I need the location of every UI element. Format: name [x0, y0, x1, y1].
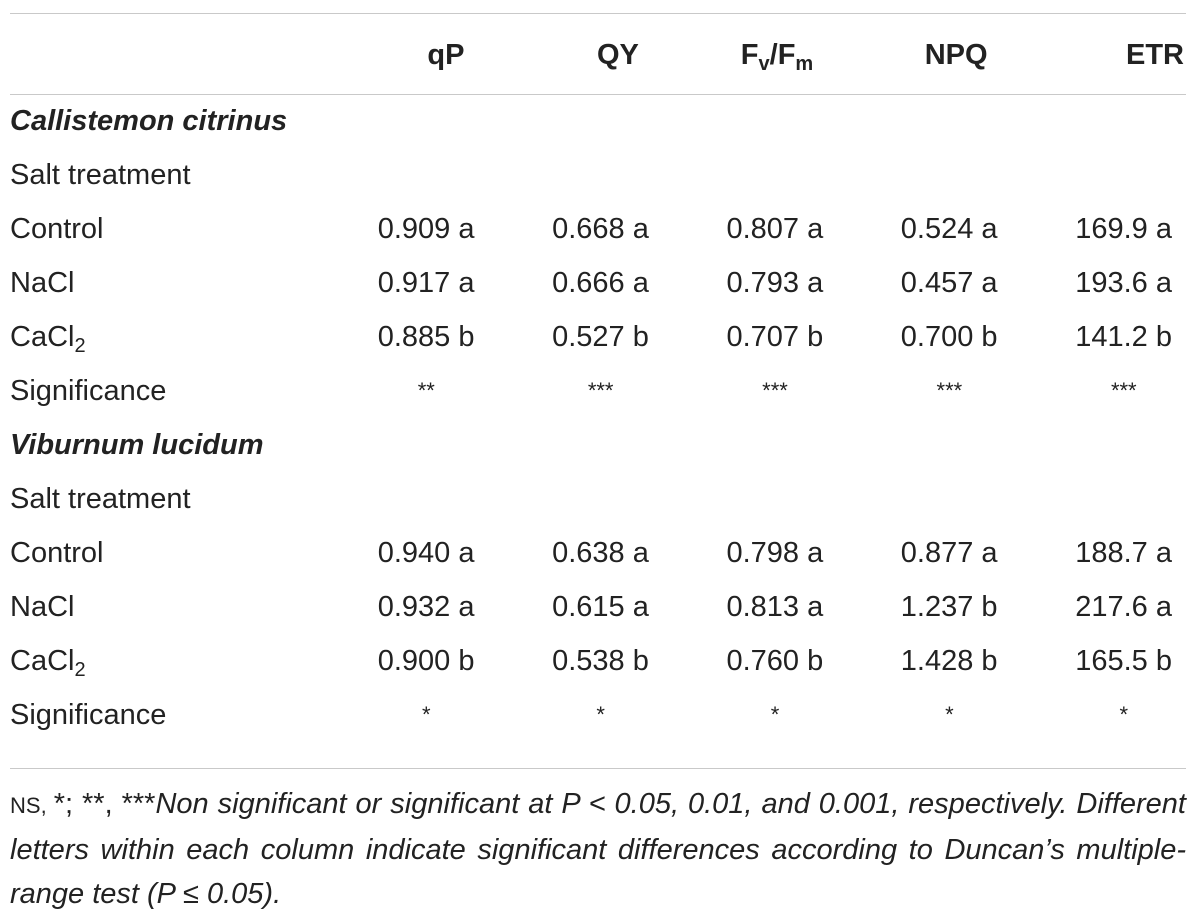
- value-cell: 0.538 b: [552, 644, 649, 677]
- value-cell: 0.707 b: [726, 320, 824, 353]
- footnote-ns: NS: [10, 793, 41, 818]
- value-cell: 188.7 a: [1075, 536, 1172, 569]
- header-row: [10, 16, 1186, 94]
- footnote-marks: *; **, ***: [53, 788, 156, 820]
- table-row: [10, 526, 1186, 580]
- value-cell: 0.457 a: [900, 266, 998, 299]
- header-rule: [10, 94, 1186, 95]
- header-qp: qP: [427, 38, 465, 71]
- value-cell: 0.638 a: [552, 536, 649, 569]
- treatment-name: Control: [10, 536, 104, 569]
- treatment-label: [10, 256, 314, 310]
- data-table: [10, 16, 1186, 742]
- value-cell: 0.700 b: [900, 320, 998, 353]
- significance-cell: **: [417, 378, 435, 403]
- section-label: Salt treatment: [10, 482, 191, 515]
- value-cell: 0.615 a: [552, 590, 649, 623]
- value-cell: 0.527 b: [552, 320, 649, 353]
- value-cell: 0.760 b: [726, 644, 824, 677]
- value-cell: 0.813 a: [726, 590, 824, 623]
- significance-cell: ***: [587, 378, 614, 403]
- bottom-rule: [10, 768, 1186, 769]
- significance-cell: ***: [936, 378, 963, 403]
- significance-cell: *: [1119, 702, 1129, 727]
- value-cell: 0.940 a: [377, 536, 475, 569]
- value-cell: 0.909 a: [377, 212, 475, 245]
- value-cell: 0.807 a: [726, 212, 824, 245]
- value-cell: 0.524 a: [900, 212, 998, 245]
- value-cell: 141.2 b: [1075, 320, 1172, 353]
- treatment-label: [10, 634, 314, 688]
- significance-cell: *: [596, 702, 605, 727]
- table-row: [10, 634, 1186, 688]
- value-cell: 0.932 a: [377, 590, 475, 623]
- significance-label: Significance: [10, 374, 167, 407]
- value-cell: 165.5 b: [1075, 644, 1172, 677]
- value-cell: 169.9 a: [1075, 212, 1172, 245]
- header-npq: NPQ: [924, 38, 988, 71]
- treatment-subscript: 2: [74, 658, 86, 681]
- value-cell: 1.428 b: [900, 644, 998, 677]
- table-row: [10, 310, 1186, 364]
- value-cell: 0.877 a: [900, 536, 998, 569]
- significance-cell: *: [945, 702, 954, 727]
- value-cell: 0.917 a: [377, 266, 475, 299]
- table-row: [10, 256, 1186, 310]
- species-name: Callistemon citrinus: [10, 104, 288, 137]
- significance-row: [10, 364, 1186, 418]
- value-cell: 0.885 b: [377, 320, 475, 353]
- table-row: [10, 580, 1186, 634]
- treatment-label: [10, 526, 314, 580]
- value-cell: 0.666 a: [552, 266, 649, 299]
- header-empty-cell: [10, 16, 314, 94]
- value-cell: 0.900 b: [377, 644, 475, 677]
- footnote-text: Non significant or significant at P < 0.05, 0.01, and 0.001, respectively. Different letters within each column indicate significant differences according to Duncan’s multiple-range test (P ≤ 0.05).: [10, 788, 1186, 910]
- significance-cell: *: [422, 702, 431, 727]
- significance-row: [10, 688, 1186, 742]
- value-cell: 1.237 b: [900, 590, 998, 623]
- treatment-label: [10, 580, 314, 634]
- header-qy: QY: [596, 38, 639, 71]
- species-row: [10, 94, 1186, 148]
- significance-label: Significance: [10, 698, 167, 731]
- species-name: Viburnum lucidum: [10, 428, 264, 461]
- treatment-subscript: 2: [74, 334, 86, 357]
- header-fv-fm: $F_v/F_m$: [740, 38, 814, 75]
- table-row: [10, 202, 1186, 256]
- top-rule: [10, 13, 1186, 14]
- section-label: Salt treatment: [10, 158, 191, 191]
- treatment-name: NaCl: [10, 266, 75, 299]
- table-footnote: [10, 782, 1186, 916]
- section-row: [10, 472, 1186, 526]
- treatment-name: CaCl: [10, 320, 75, 353]
- significance-cell: ***: [762, 378, 788, 403]
- significance-cell: *: [770, 702, 780, 727]
- value-cell: 0.668 a: [552, 212, 649, 245]
- value-cell: 0.793 a: [726, 266, 824, 299]
- value-cell: 193.6 a: [1075, 266, 1172, 299]
- treatment-name: Control: [10, 212, 104, 245]
- value-cell: 217.6 a: [1075, 590, 1172, 623]
- species-row: [10, 418, 1186, 472]
- header-etr: ETR: [1126, 38, 1184, 71]
- section-row: [10, 148, 1186, 202]
- treatment-label: [10, 202, 314, 256]
- value-cell: 0.798 a: [726, 536, 824, 569]
- significance-cell: ***: [1110, 378, 1137, 403]
- treatment-name: CaCl: [10, 644, 75, 677]
- treatment-label: [10, 310, 314, 364]
- treatment-name: NaCl: [10, 590, 75, 623]
- footnote-separator: ,: [40, 793, 54, 818]
